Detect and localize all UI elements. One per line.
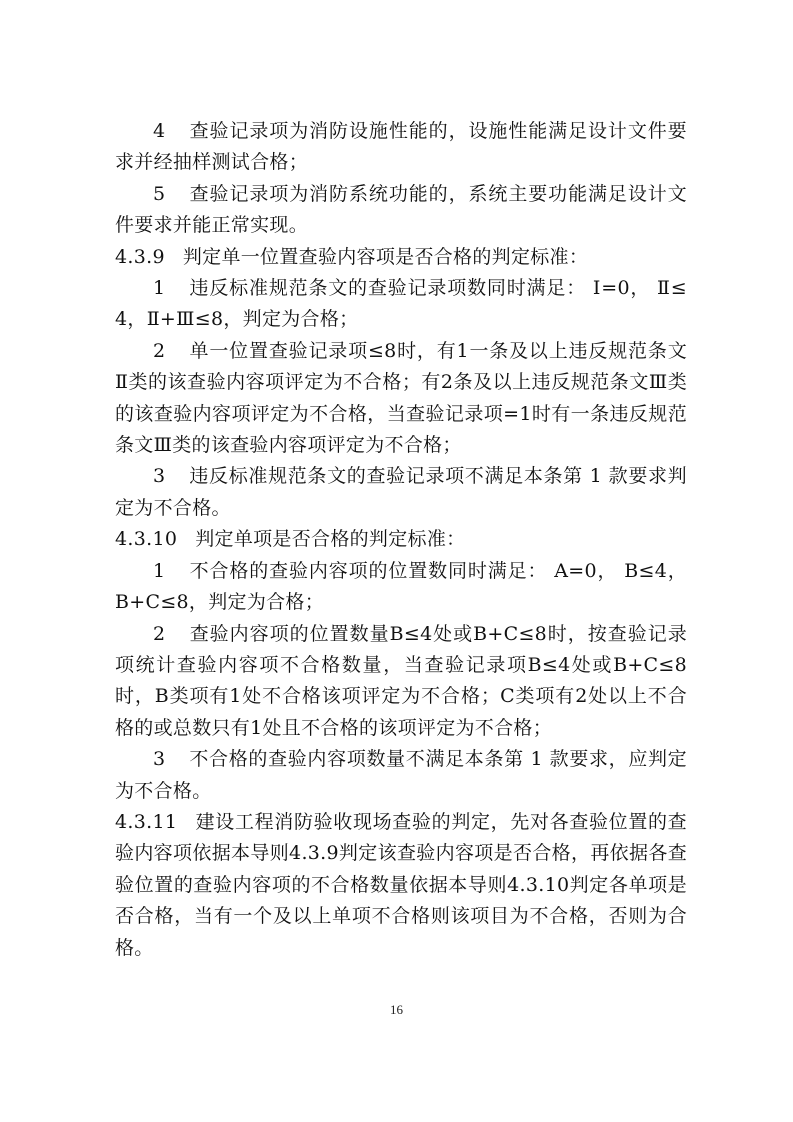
page-number: 16 bbox=[390, 1002, 403, 1017]
section-clause bbox=[115, 524, 687, 555]
item-text: 查验记录项为消防设施性能的，设施性能满足设计文件要求并经抽样测试合格； bbox=[115, 120, 687, 174]
list-item bbox=[115, 116, 687, 179]
item-number: 4 bbox=[153, 120, 166, 142]
item-text: 违反标准规范条文的查验记录项数同时满足： Ⅰ=0， Ⅱ≤4，Ⅱ+Ⅲ≤8，判定为合格； bbox=[115, 277, 687, 331]
list-item bbox=[115, 556, 687, 619]
list-item bbox=[115, 336, 687, 462]
item-text: 单一位置查验记录项≤8时，有1一条及以上违反规范条文Ⅱ类的该查验内容项评定为不合格；有2条及以上违反规范条文Ⅲ类的该查验内容项评定为不合格，当查验记录项=1时有一条违反规范条文Ⅲ类的该查验内容项评定为不合格； bbox=[115, 339, 687, 457]
clause-number: 4.3.11 bbox=[115, 810, 178, 833]
item-number: 2 bbox=[153, 622, 166, 645]
item-number: 3 bbox=[153, 748, 166, 771]
section-clause bbox=[115, 807, 687, 964]
item-text: 查验内容项的位置数量B≤4处或B+C≤8时，按查验记录项统计查验内容项不合格数量，当查验记录项B≤4处或B+C≤8时，B类项有1处不合格该项评定为不合格；C类项有2处以上不合格的或总数只有1处且不合格的该项评定为不合格； bbox=[115, 622, 687, 739]
item-text: 不合格的查验内容项数量不满足本条第 1 款要求，应判定为不合格。 bbox=[115, 748, 687, 802]
item-number: 5 bbox=[153, 182, 166, 205]
list-item bbox=[115, 619, 687, 745]
clause-text: 判定单项是否合格的判定标准： bbox=[195, 528, 466, 551]
item-text: 查验记录项为消防系统功能的，系统主要功能满足设计文件要求并能正常实现。 bbox=[115, 182, 687, 237]
item-number: 1 bbox=[153, 277, 166, 300]
clause-number: 4.3.10 bbox=[115, 528, 178, 551]
list-item bbox=[115, 744, 687, 807]
list-item bbox=[115, 273, 687, 336]
clause-text: 建设工程消防验收现场查验的判定，先对各查验位置的查验内容项依据本导则4.3.9判定该查验内容项是否合格，再依据各查验位置的查验内容项的不合格数量依据本导则4.3.10判定各单项是否合格，当有一个及以上单项不合格则该项目为不合格，否则为合格。 bbox=[115, 810, 687, 959]
clause-number: 4.3.9 bbox=[115, 245, 165, 268]
item-number: 2 bbox=[153, 339, 166, 362]
document-body bbox=[115, 116, 687, 964]
clause-text: 判定单一位置查验内容项是否合格的判定标准： bbox=[182, 245, 589, 268]
section-clause bbox=[115, 242, 687, 273]
item-number: 1 bbox=[153, 559, 166, 582]
list-item bbox=[115, 461, 687, 524]
item-text: 不合格的查验内容项的位置数同时满足： A=0， B≤4，B+C≤8，判定为合格； bbox=[115, 559, 687, 614]
item-text: 违反标准规范条文的查验记录项不满足本条第 1 款要求判定为不合格。 bbox=[115, 465, 687, 519]
item-number: 3 bbox=[153, 465, 166, 488]
list-item bbox=[115, 179, 687, 242]
